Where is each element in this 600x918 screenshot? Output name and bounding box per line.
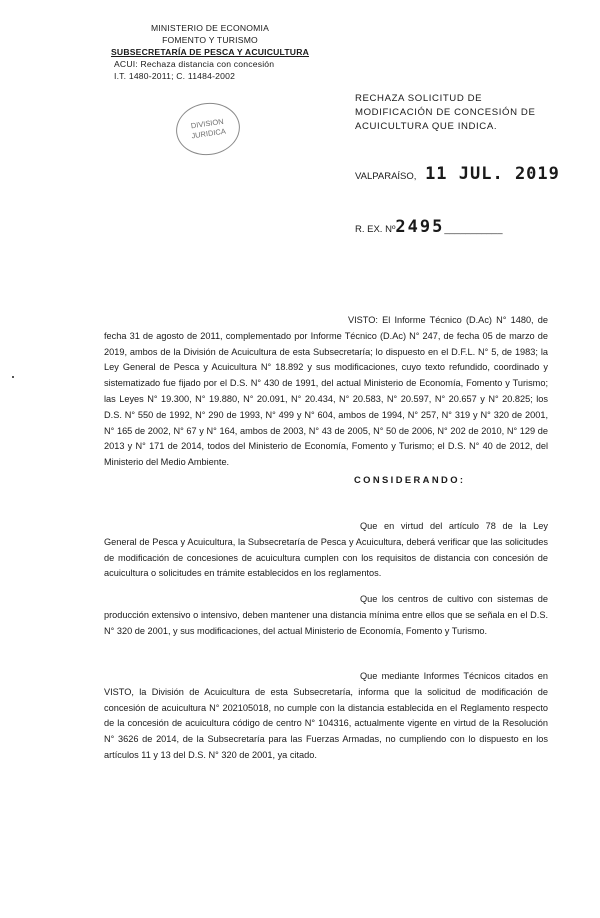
considerando-heading: CONSIDERANDO:	[354, 474, 466, 485]
handwritten-date: 11 JUL. 2019	[425, 164, 560, 184]
resolution-number: 2495	[395, 217, 445, 237]
visto-paragraph: VISTO: El Informe Técnico (D.Ac) N° 1480, de fecha 31 de agosto de 2011, complementado por Informe Técnico (D.Ac) N° 247, de fecha 05 de marzo de 2019, ambos de la División de Acuicultura de esta Subsecretaría; lo dispuesto en el D.F.L. N° 5, de 1983; la Ley General de Pesca y Acuicultura N° 18.892 y sus modificaciones, cuyo texto refundido, coordinado y sistematizado fue fijado por el D.S. N° 430 de 1991, del actual Ministerio de Economía, Fomento y Turismo; las Leyes N° 19.300, N° 19.880, N° 20.091, N° 20.434, N° 20.583, N° 20.597, N° 20.657 y N° 20.825; los D.S. N° 550 de 1992, N° 290 de 1993, N° 499 y N° 604, ambos de 1994, N° 257, N° 319 y N° 320 de 2001, N° 165 de 2002, N° 67 y N° 164, ambos de 2003, N° 43 de 2005, N° 50 de 2006, N° 202 de 2010, N° 129 de 2013 y N° 171 de 2014, todos del Ministerio de Economía, Fomento y Turismo; el D.S. N° 40 de 2012, del Ministerio del Medio Ambiente.	[104, 315, 548, 468]
ministry-line-2: FOMENTO Y TURISMO	[162, 35, 258, 45]
reference-line: I.T. 1480-2011; C. 11484-2002	[114, 71, 236, 81]
resolution-subject: RECHAZA SOLICITUD DE MODIFICACIÓN DE CONCESIÓN DE ACUICULTURA QUE INDICA.	[355, 93, 536, 132]
subsecretaria-name: SUBSECRETARÍA DE PESCA Y ACUICULTURA	[110, 47, 310, 57]
acum-line: ACUI: Rechaza distancia con concesión	[114, 59, 275, 69]
resolution-prefix: R. EX. Nº	[355, 224, 396, 235]
scan-artifact-dot	[12, 376, 14, 378]
considerando-paragraph-2: Que los centros de cultivo con sistemas de producción extensivo o intensivo, deben mantener una distancia mínima entre ellos que se señala en el D.S. N° 320 de 2001, y sus modificaciones, del actual Ministerio de Economía, Fomento y Turismo.	[104, 594, 548, 636]
division-juridica-stamp	[173, 99, 244, 159]
stamp-line-2: JURIDICA	[190, 126, 227, 141]
resolution-underline: ___________	[444, 224, 503, 235]
stamp-line-1: DIVISION	[190, 116, 225, 131]
resolution-number-line	[355, 217, 555, 237]
letterhead	[100, 22, 320, 82]
date-place: VALPARAÍSO,	[355, 171, 417, 182]
considerando-paragraph-3: Que mediante Informes Técnicos citados en VISTO, la División de Acuicultura de esta Subsecretaría, informa que la solicitud de modificación de concesión de acuicultura N° 202105018, no cumple con la distancia establecida en el Reglamento respecto de la concesión de acuicultura código de centro N° 104316, actualmente vigente en virtud de la Resolución N° 3626 de 2014, de la Subsecretaría para las Fuerzas Armadas, no cumpliendo con lo dispuesto en los artículos 11 y 13 del D.S. N° 320 de 2001, ya citado.	[104, 671, 548, 760]
date-line	[355, 164, 575, 184]
ministry-line-1: MINISTERIO DE ECONOMIA	[150, 23, 270, 33]
considerando-paragraph-1: Que en virtud del artículo 78 de la Ley General de Pesca y Acuicultura, la Subsecretaría de Pesca y Acuicultura, deberá verificar que las solicitudes de modificación de concesiones de acuicultura cumplen con los requisitos de distancia con concesión de acuicultura o solicitudes en trámite establecidos en los reglamentos.	[104, 521, 548, 579]
